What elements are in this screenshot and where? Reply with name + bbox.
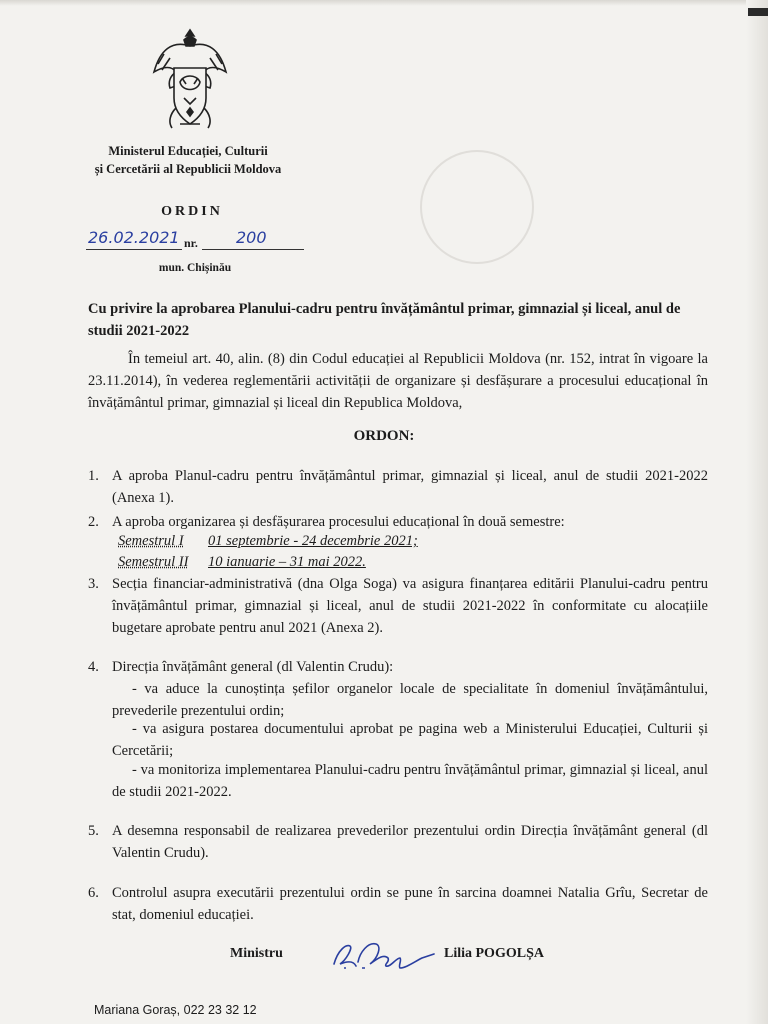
scan-edge-top xyxy=(0,0,768,6)
signer-name: Lilia POGOLȘA xyxy=(444,946,544,961)
handwritten-date: 26.02.2021 xyxy=(88,228,180,247)
sub-item-1: - va aduce la cunoștința șefilor organelor locale de specialitate în domeniul învățământului, prevederile prezentului ordin; xyxy=(112,681,708,719)
number-label: nr. xyxy=(184,236,198,250)
semester-dates: 10 ianuarie – 31 mai 2022. xyxy=(208,554,366,570)
item-text: A aproba organizarea și desfășurarea procesului educațional în două semestre: xyxy=(112,514,565,530)
item-text: A desemna responsabil de realizarea prevederilor prezentului ordin Direcția învățământ general (dl Valentin Crudu). xyxy=(112,823,708,861)
item-text: Controlul asupra executării prezentului ordin se pune în sarcina doamnei Natalia Grîu, Secretar de stat, domeniul educației. xyxy=(112,885,708,923)
signature-block xyxy=(0,944,768,974)
document-subject: Cu privire la aprobarea Planului-cadru pentru învățământul primar, gimnazial și liceal, anul de studii 2021-2022 xyxy=(88,301,681,339)
handwritten-signature xyxy=(328,934,438,974)
coat-of-arms-icon xyxy=(150,24,230,136)
item-number: 1. xyxy=(88,468,99,484)
item-number: 5. xyxy=(88,823,99,839)
sub-item-3: - va monitoriza implementarea Planului-cadru pentru învățământul primar, gimnazial și liceal, anul de studii 2021-2022. xyxy=(112,762,708,800)
item-text: Secția financiar-administrativă (dna Olga Soga) va asigura finanțarea editării Planului-cadru pentru învățământul primar, gimnazial și liceal, anul de studii 2021-2022 în conformitate cu alocațiile bugetare aprobate pentru anul 2021 (Anexa 2). xyxy=(112,576,708,636)
ministry-line-1: Ministerul Educației, Culturii xyxy=(108,144,268,158)
bleed-through-seal xyxy=(420,150,534,264)
item-number: 6. xyxy=(88,885,99,901)
item-number: 4. xyxy=(88,659,99,675)
item-text: A aproba Planul-cadru pentru învățământul primar, gimnazial și liceal, anul de studii 2021-2022 (Anexa 1). xyxy=(112,468,708,506)
preamble: În temeiul art. 40, alin. (8) din Codul educației al Republicii Moldova (nr. 152, intrat în vigoare la 23.11.2014), în vederea reglementării activității de organizare și desfășurare a procesului educațional în învățământul primar, gimnazial și liceal din Republica Moldova, xyxy=(88,351,708,411)
item-number: 3. xyxy=(88,576,99,592)
ministry-name xyxy=(60,142,316,178)
number-underline xyxy=(202,249,304,250)
ordon-heading: ORDON: xyxy=(353,428,415,444)
semester-name: Semestrul II xyxy=(118,554,189,570)
scan-edge-mark xyxy=(748,8,768,16)
semester-name: Semestrul I xyxy=(118,533,184,549)
item-number: 2. xyxy=(88,514,99,530)
scan-edge-right xyxy=(746,0,768,1024)
date-underline xyxy=(86,249,182,250)
ministry-line-2: și Cercetării al Republicii Moldova xyxy=(94,162,282,176)
item-text: Direcția învățământ general (dl Valentin Crudu): xyxy=(112,659,394,675)
handwritten-number: 200 xyxy=(236,228,267,247)
document-type: ORDIN xyxy=(161,204,223,219)
semester-dates: 01 septembrie - 24 decembrie 2021; xyxy=(208,533,418,549)
signer-title: Ministru xyxy=(230,946,283,961)
city: mun. Chișinău xyxy=(158,262,232,274)
date-number-line xyxy=(86,228,316,254)
contact-line: Mariana Goraș, 022 23 32 12 xyxy=(94,1003,257,1017)
sub-item-2: - va asigura postarea documentului aprobat pe pagina web a Ministerului Educației, Culturii și Cercetării; xyxy=(112,721,708,759)
